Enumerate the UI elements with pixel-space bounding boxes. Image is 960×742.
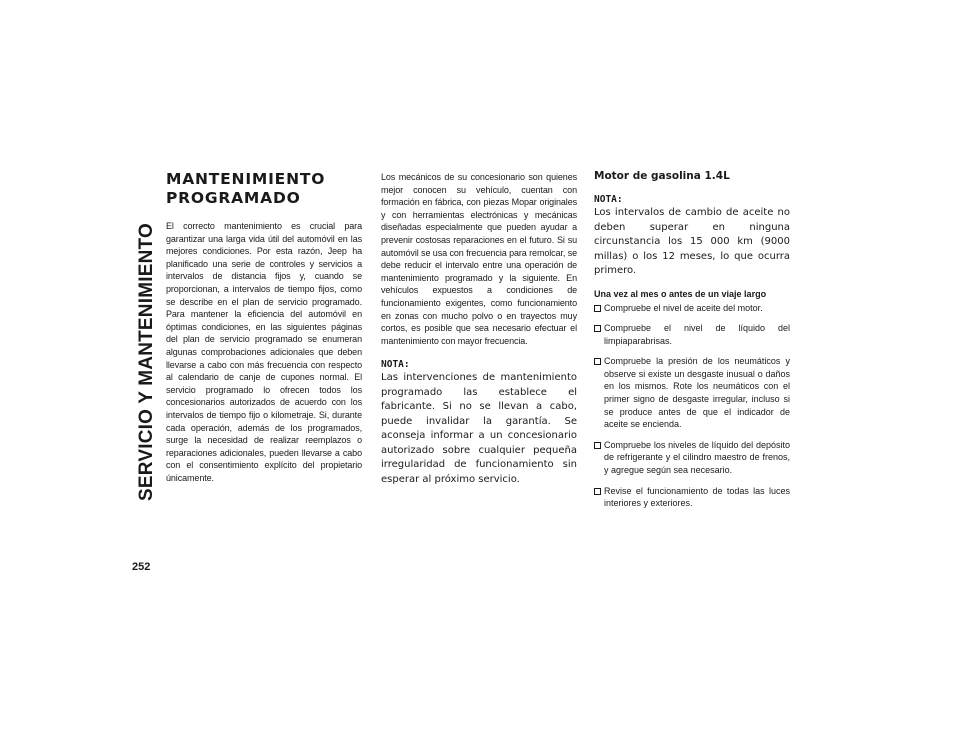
checklist-item-text: Compruebe los niveles de líquido del depósito de refrigerante y el cilindro maestro de frenos, y agregue según sea necesario. <box>604 439 790 476</box>
oil-interval-note: Los intervalos de cambio de aceite no deben superar en ninguna circunstancia los 15 000 km (9000 millas) o los 12 meses, lo que ocurra primero. <box>594 207 790 276</box>
checkbox-icon <box>594 442 601 449</box>
section-side-title <box>136 172 158 552</box>
intro-paragraph: El correcto mantenimiento es crucial para garantizar una larga vida útil del automóvil en las mejores condiciones. Por esta razón, Jeep ha planificado una serie de controles y servicios a intervalos de distancia fijos y, cuando se proporcionan, a intervalos de tiempo fijos, como se describe en el plan de servicio programado. Para mantener la eficiencia del automóvil en óptimas condiciones, en las siguientes páginas del plan de servicio programado se enumeran algunas comprobaciones adicionales que deben llevarse a cabo con más frecuencia con respecto al calendario de canje de cupones normal. El servicio programado lo ofrecen todos los concesionarios autorizados de acuerdo con los intervalos de tiempo fijo o kilometraje. Si, durante cada operación, además de los programados, surge la necesidad de realizar reemplazos o reparaciones adicionales, pueden llevarse a cabo con el consentimiento explícito del propietario únicamente. <box>166 221 362 483</box>
checklist-item-text: Compruebe el nivel de aceite del motor. <box>604 302 763 313</box>
note-label: NOTA: <box>594 194 623 205</box>
note-label: NOTA: <box>381 359 410 371</box>
checkbox-icon <box>594 358 601 365</box>
monthly-checklist <box>594 302 790 510</box>
note-text: Las intervenciones de mantenimiento programado las establece el fabricante. Si no se llevan a cabo, puede invalidar la garantía. Se aconseja informar a un concesionario autorizado sobre cualquier pequeña irregularidad de funcionamiento sin esperar al próximo servicio. <box>381 372 577 485</box>
checklist-item-text: Compruebe la presión de los neumáticos y observe si existe un desgaste inusual o daños en los mismos. Rote los neumáticos con el primer signo de desgaste irregular, incluso si se produce antes de que el indicador de aceite se encienda. <box>604 356 790 430</box>
section-side-title-text: SERVICIO Y MANTENIMIENTO <box>136 223 157 501</box>
checklist-item <box>594 439 790 477</box>
checkbox-icon <box>594 325 601 332</box>
page-number: 252 <box>132 561 151 573</box>
checkbox-icon <box>594 305 601 312</box>
column-2 <box>381 171 577 487</box>
engine-heading: Motor de gasolina 1.4L <box>594 170 730 182</box>
checklist-item <box>594 355 790 431</box>
checklist-subheading: Una vez al mes o antes de un viaje largo <box>594 288 767 299</box>
column-1 <box>166 170 362 484</box>
checklist-item <box>594 485 790 510</box>
column-3 <box>594 170 790 518</box>
checkbox-icon <box>594 488 601 495</box>
section-heading: MANTENIMIENTO PROGRAMADO <box>166 170 326 207</box>
checklist-item <box>594 322 790 347</box>
dealer-paragraph: Los mecánicos de su concesionario son quienes mejor conocen su vehículo, cuentan con formación en fábrica, con piezas Mopar originales y con herramientas electrónicas y mecánicas diseñadas especialmente que pueden ayudar a prevenir costosas reparaciones en el futuro. Si su automóvil se usa con frecuencia para remolcar, se debe reducir el intervalo entre una operación de mantenimiento programado y la siguiente. En vehículos expuestos a condiciones de funcionamiento exigentes, como funcionamiento en zonas con mucho polvo o en trayectos muy cortos, es posible que sea necesario efectuar el mantenimiento con mayor frecuencia. <box>381 172 577 346</box>
checklist-item <box>594 302 790 315</box>
checklist-item-text: Revise el funcionamiento de todas las luces interiores y exteriores. <box>604 485 790 509</box>
checklist-item-text: Compruebe el nivel de líquido del limpiaparabrisas. <box>604 323 790 346</box>
